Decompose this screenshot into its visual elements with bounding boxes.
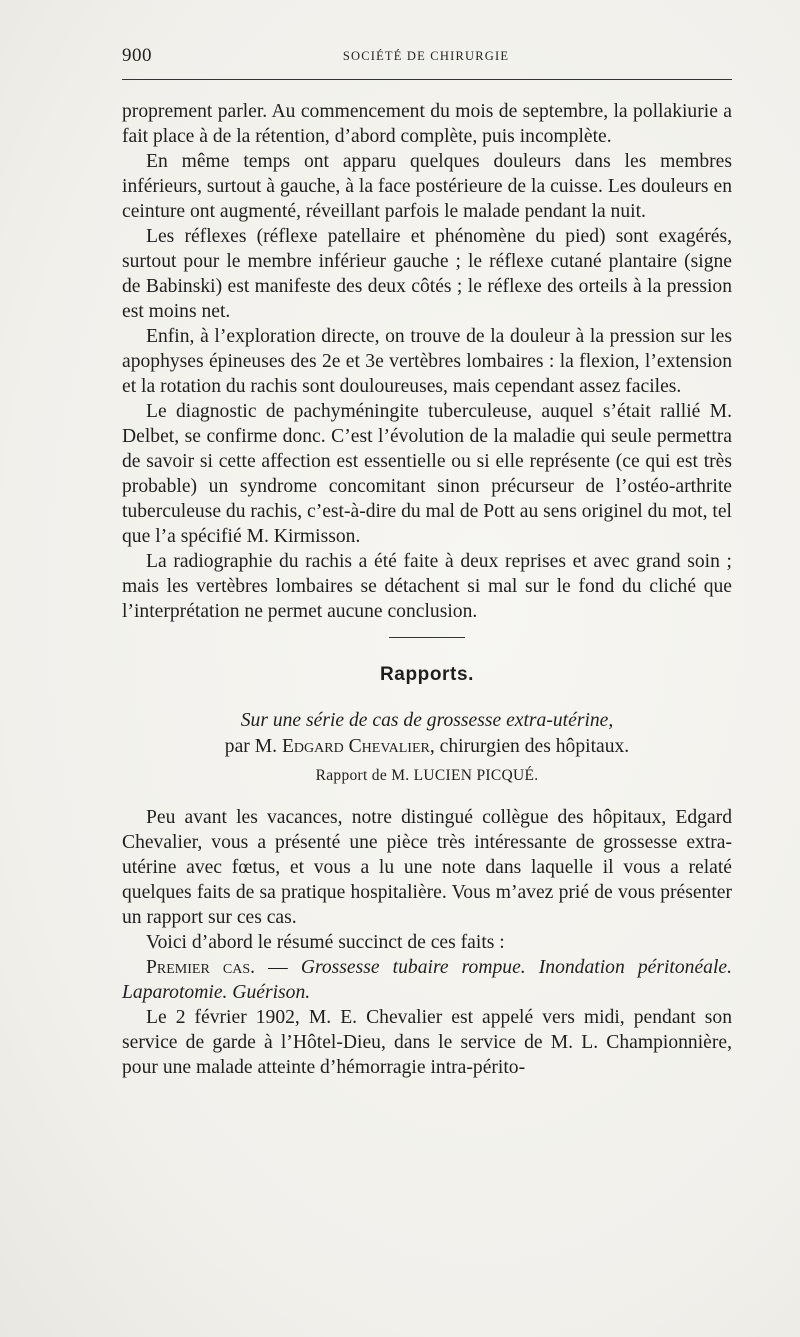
case-label: Premier cas. —	[146, 957, 288, 978]
report-body	[122, 805, 732, 1080]
header-rule	[122, 79, 732, 80]
paragraph: En même temps ont apparu quelques douleurs dans les membres inférieurs, surtout à gauche, à la face postérieure de la cuisse. Les douleurs en ceinture ont augmenté, réveillant parfois le malade pendant la nuit.	[122, 151, 732, 222]
paragraph: proprement parler. Au commencement du mois de septembre, la pollakiurie a fait place à de la rétention, d’abord complète, puis incomplète.	[122, 101, 732, 147]
page-number: 900	[122, 45, 152, 66]
author-name: Edgard Chevalier,	[281, 736, 435, 757]
case-heading	[122, 955, 732, 1005]
case-title: Grossesse tubaire rompue. Inondation péritonéale. Laparotomie. Guérison.	[122, 957, 732, 1003]
paragraph: Voici d’abord le résumé succinct de ces faits :	[146, 932, 505, 953]
report-author	[122, 733, 732, 760]
page-header	[122, 42, 730, 72]
report-byline: Rapport de M. LUCIEN PICQUÉ.	[315, 767, 539, 784]
paragraph: Enfin, à l’exploration directe, on trouve de la douleur à la pression sur les apophyses épineuses des 2e et 3e vertèbres lombaires : la flexion, l’extension et la rotation du rachis sont douloureuses, mais cependant assez faciles.	[122, 326, 732, 397]
paragraph: La radiographie du rachis a été faite à deux reprises et avec grand soin ; mais les vertèbres lombaires se détachent si mal sur le fond du cliché que l’interprétation ne permet aucune conclusion.	[122, 551, 732, 622]
report-title: Sur une série de cas de grossesse extra-utérine,	[240, 710, 614, 731]
author-suffix: chirurgien des hôpitaux.	[439, 736, 630, 757]
section-separator	[389, 637, 465, 638]
running-head: SOCIÉTÉ DE CHIRURGIE	[342, 49, 510, 63]
page-body	[122, 99, 732, 1080]
section-title: Rapports.	[379, 664, 475, 685]
paragraph: Peu avant les vacances, notre distingué collègue des hôpitaux, Edgard Chevalier, vous a présenté une pièce très intéressante de grossesse extra-utérine avec fœtus, et vous a lu une note dans laquelle il vous a relaté quelques faits de sa pratique hospitalière. Vous m’avez prié de vous présenter un rapport sur ces cas.	[122, 807, 732, 928]
paragraph: Le 2 février 1902, M. E. Chevalier est appelé vers midi, pendant son service de garde à l’Hôtel-Dieu, dans le service de M. L. Championnière, pour une malade atteinte d’hémorragie intra-périto-	[122, 1007, 732, 1078]
paragraph: Le diagnostic de pachyméningite tuberculeuse, auquel s’était rallié M. Delbet, se confirme donc. C’est l’évolution de la maladie qui seule permettra de savoir si cette affection est essentielle ou si elle représente (ce qui est très probable) un syndrome concomitant sinon précurseur de l’ostéo-arthrite tuberculeuse du rachis, c’est-à-dire du mal de Pott au sens originel du mot, tel que l’a spécifié M. Kirmisson.	[122, 401, 732, 547]
author-prefix: par M.	[224, 736, 278, 757]
paragraph: Les réflexes (réflexe patellaire et phénomène du pied) sont exagérés, surtout pour le membre inférieur gauche ; le réflexe cutané plantaire (signe de Babinski) est manifeste des deux côtés ; le réflexe des orteils à la pression est moins net.	[122, 226, 732, 322]
